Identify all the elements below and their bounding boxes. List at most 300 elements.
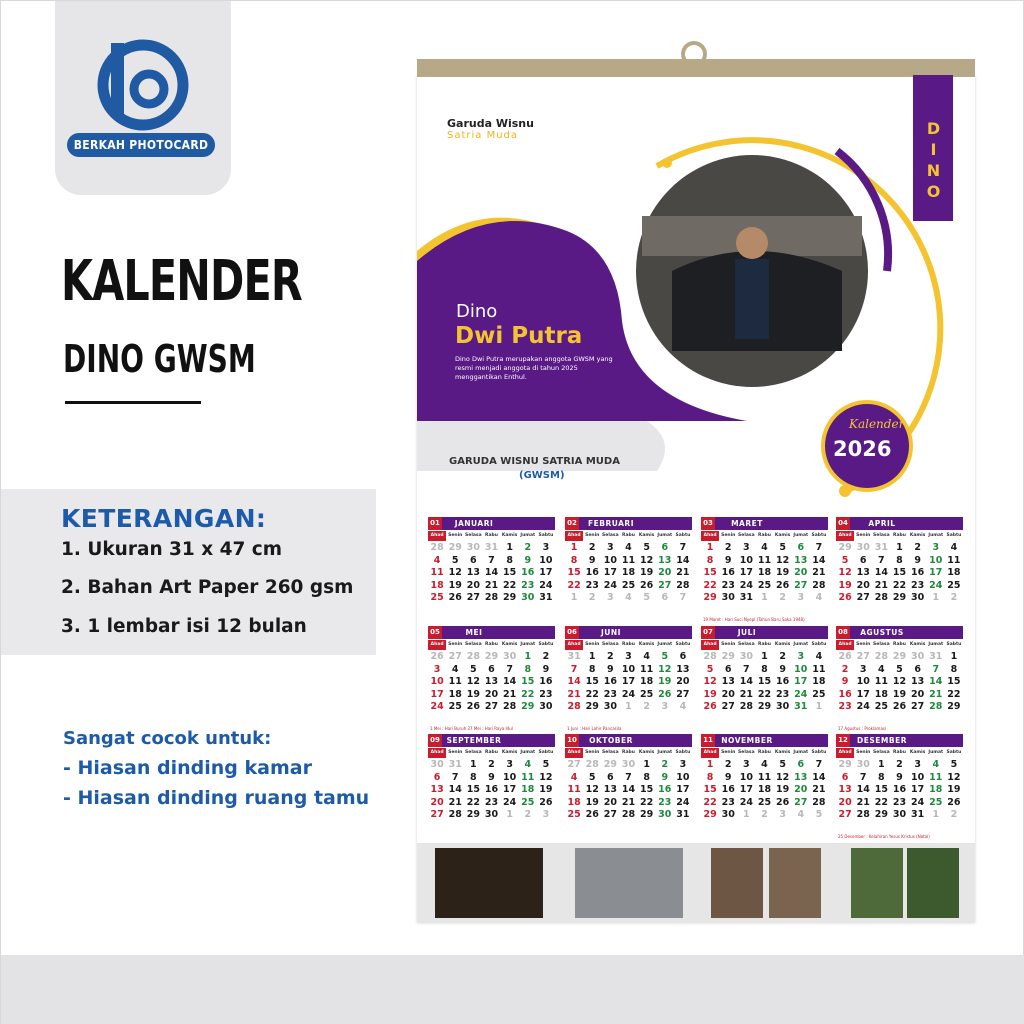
day-cell: 12 — [838, 567, 852, 578]
hero-first-name: Dino — [456, 301, 498, 322]
day-cell: 9 — [661, 771, 669, 783]
day-cell: 13 — [658, 554, 672, 566]
day-cell: 1 — [950, 651, 958, 662]
weekday-label: Rabu — [893, 533, 906, 538]
month-april — [836, 517, 963, 621]
month-februari — [565, 517, 692, 621]
day-cell: 8 — [643, 771, 650, 783]
day-grid — [836, 759, 963, 822]
day-cell: 4 — [815, 651, 823, 662]
weekday-header — [701, 640, 828, 650]
day-cell: 24 — [539, 579, 553, 591]
day-cell: 16 — [776, 676, 790, 687]
weekday-label: Selasa — [738, 750, 755, 755]
day-cell: 29 — [703, 809, 717, 820]
day-cell: 2 — [779, 651, 786, 662]
day-cell: 27 — [466, 592, 480, 603]
day-cell: 7 — [488, 554, 495, 566]
weekday-label: Jumat — [520, 533, 536, 538]
day-cell: 1 — [588, 651, 596, 662]
day-cell: 28 — [466, 651, 480, 662]
weekday-label: Rabu — [485, 533, 498, 538]
day-cell: 28 — [676, 579, 690, 591]
day-grid — [565, 542, 692, 605]
day-cell: 16 — [658, 784, 672, 795]
day-cell: 26 — [776, 579, 790, 591]
weekday-label: Ahad — [565, 748, 583, 758]
suitable-heading: Sangat cocok untuk: — [63, 728, 272, 749]
day-cell: 15 — [892, 567, 907, 578]
day-cell: 15 — [521, 676, 535, 687]
day-cell: 29 — [757, 701, 772, 712]
day-cell: 11 — [874, 676, 888, 687]
day-cell: 20 — [721, 688, 735, 700]
weekday-label: Ahad — [565, 531, 583, 541]
day-cell: 7 — [625, 771, 632, 783]
hero-description: Dino Dwi Putra merupakan anggota GWSM yang resmi menjadi anggota di tahun 2025 menggantikan Enthul. — [455, 355, 613, 381]
day-cell: 28 — [503, 701, 517, 712]
day-cell: 21 — [929, 688, 943, 700]
day-cell: 2 — [761, 809, 768, 820]
month-name: APRIL — [868, 519, 896, 528]
month-header — [701, 734, 828, 747]
day-cell: 12 — [703, 676, 717, 687]
weekday-label: Kamis — [638, 533, 655, 538]
day-cell: 8 — [524, 663, 532, 675]
weekday-label: Selasa — [465, 533, 482, 538]
notes-heading: KETERANGAN: — [61, 504, 267, 533]
weekday-label: Jumat — [657, 750, 673, 755]
day-cell: 1 — [815, 701, 823, 712]
weekday-label: Senin — [721, 533, 736, 538]
day-cell: 27 — [856, 592, 870, 603]
day-cell: 29 — [892, 651, 907, 662]
day-grid — [428, 759, 555, 822]
day-cell: 19 — [776, 567, 790, 578]
day-cell: 24 — [739, 796, 753, 808]
month-name: NOVEMBER — [721, 736, 773, 745]
day-cell: 14 — [856, 784, 870, 795]
month-name: DESEMBER — [857, 736, 907, 745]
day-cell: 3 — [679, 759, 687, 770]
day-cell: 30 — [521, 592, 535, 603]
weekday-header — [836, 640, 963, 650]
day-cell: 24 — [430, 701, 444, 712]
day-cell: 6 — [914, 663, 921, 675]
day-cell: 21 — [874, 579, 888, 591]
day-cell: 8 — [470, 771, 477, 783]
day-cell: 1 — [643, 759, 650, 770]
day-cell: 10 — [430, 676, 444, 687]
weekday-label: Ahad — [836, 748, 854, 758]
day-cell: 4 — [932, 759, 940, 770]
day-cell: 20 — [794, 784, 808, 795]
month-desember — [836, 734, 963, 838]
day-cell: 1 — [570, 542, 578, 553]
weekday-header — [565, 531, 692, 541]
day-cell: 11 — [640, 663, 654, 675]
month-header — [701, 626, 828, 639]
day-cell: 16 — [585, 567, 599, 578]
day-cell: 31 — [539, 592, 553, 603]
day-cell: 2 — [524, 809, 532, 820]
weekday-label: Sabtu — [538, 642, 554, 647]
weekday-label: Senin — [721, 642, 736, 647]
day-cell: 11 — [621, 554, 636, 566]
weekday-label: Sabtu — [811, 533, 827, 538]
day-cell: 22 — [466, 796, 480, 808]
day-cell: 4 — [433, 554, 441, 566]
day-cell: 29 — [585, 701, 599, 712]
month-september — [428, 734, 555, 838]
day-cell: 2 — [724, 759, 732, 770]
weekday-label: Jumat — [793, 750, 809, 755]
month-number: 07 — [701, 626, 715, 639]
day-cell: 13 — [721, 676, 735, 687]
day-cell: 1 — [932, 592, 940, 603]
day-cell: 30 — [539, 701, 553, 712]
day-cell: 9 — [914, 554, 921, 566]
day-cell: 18 — [521, 784, 535, 795]
day-cell: 27 — [430, 809, 444, 820]
day-cell: 13 — [484, 676, 499, 687]
month-number: 12 — [836, 734, 850, 747]
day-cell: 12 — [658, 663, 672, 675]
weekday-label: Rabu — [758, 533, 771, 538]
day-cell: 22 — [892, 579, 907, 591]
day-cell: 14 — [874, 567, 888, 578]
note-item: 2. Bahan Art Paper 260 gsm — [61, 577, 354, 598]
day-cell: 26 — [585, 809, 599, 820]
day-cell: 26 — [838, 592, 852, 603]
day-cell: 25 — [947, 579, 961, 591]
day-cell: 1 — [506, 542, 513, 553]
day-cell: 7 — [679, 592, 687, 603]
weekday-label: Sabtu — [538, 750, 554, 755]
day-cell: 3 — [779, 809, 786, 820]
day-cell: 21 — [621, 796, 636, 808]
month-juli — [701, 626, 828, 730]
day-cell: 20 — [466, 579, 480, 591]
weekday-label: Selasa — [873, 750, 890, 755]
weekday-label: Selasa — [602, 750, 619, 755]
day-cell: 26 — [892, 701, 907, 712]
day-cell: 29 — [603, 759, 617, 770]
day-cell: 3 — [797, 592, 805, 603]
day-cell: 12 — [947, 771, 961, 783]
day-cell: 17 — [856, 688, 870, 700]
day-cell: 11 — [947, 554, 961, 566]
day-cell: 11 — [757, 554, 772, 566]
day-cell: 1 — [506, 809, 513, 820]
day-cell: 27 — [856, 651, 870, 662]
day-cell: 26 — [776, 796, 790, 808]
day-cell: 18 — [947, 567, 961, 578]
day-cell: 2 — [841, 663, 849, 675]
day-cell: 20 — [838, 796, 852, 808]
month-agustus — [836, 626, 963, 730]
weekday-header — [701, 748, 828, 758]
weekday-label: Ahad — [701, 640, 719, 650]
note-item: 3. 1 lembar isi 12 bulan — [61, 616, 307, 637]
day-cell: 30 — [658, 809, 672, 820]
day-cell: 11 — [567, 784, 581, 795]
suitable-item: - Hiasan dinding kamar — [63, 757, 312, 779]
day-cell: 1 — [743, 809, 750, 820]
day-cell: 4 — [451, 663, 459, 675]
day-cell: 18 — [621, 567, 636, 578]
day-cell: 5 — [542, 759, 550, 770]
day-cell: 7 — [679, 542, 687, 553]
day-cell: 14 — [503, 676, 517, 687]
month-name: MARET — [731, 519, 763, 528]
day-cell: 1 — [761, 592, 768, 603]
day-cell: 20 — [856, 579, 870, 591]
day-cell: 6 — [679, 651, 687, 662]
weekday-label: Kamis — [638, 642, 655, 647]
day-cell: 8 — [506, 554, 513, 566]
day-cell: 3 — [932, 542, 940, 553]
month-number: 01 — [428, 517, 442, 530]
day-cell: 10 — [676, 771, 690, 783]
day-cell: 27 — [448, 651, 462, 662]
weekday-label: Kamis — [501, 642, 518, 647]
weekday-label: Selasa — [873, 642, 890, 647]
month-header — [836, 626, 963, 639]
day-cell: 28 — [874, 592, 888, 603]
month-number: 11 — [701, 734, 715, 747]
day-cell: 31 — [929, 651, 943, 662]
day-cell: 9 — [779, 663, 786, 675]
day-cell: 13 — [838, 784, 852, 795]
day-cell: 28 — [703, 651, 717, 662]
month-name: JANUARI — [454, 519, 494, 528]
day-cell: 11 — [430, 567, 444, 578]
day-cell: 3 — [859, 663, 867, 675]
day-cell: 13 — [676, 663, 690, 675]
day-cell: 13 — [794, 554, 808, 566]
day-cell: 20 — [484, 688, 499, 700]
weekday-label: Jumat — [793, 642, 809, 647]
day-cell: 31 — [676, 809, 690, 820]
holiday-note: 17 Agustus : Proklamasi — [838, 726, 887, 731]
day-cell: 19 — [658, 676, 672, 687]
day-cell: 16 — [539, 676, 553, 687]
day-cell: 18 — [757, 567, 772, 578]
day-cell: 31 — [567, 651, 581, 662]
day-cell: 18 — [430, 579, 444, 591]
day-cell: 24 — [676, 796, 690, 808]
day-cell: 1 — [878, 759, 885, 770]
day-cell: 13 — [603, 784, 617, 795]
weekday-label: Sabtu — [946, 533, 962, 538]
holiday-note: 1 Juni : Hari Lahir Pancasila — [567, 726, 622, 731]
day-cell: 28 — [874, 651, 888, 662]
day-cell: 19 — [640, 567, 654, 578]
day-cell: 8 — [761, 663, 768, 675]
day-cell: 13 — [794, 771, 808, 783]
day-cell: 12 — [448, 567, 462, 578]
day-cell: 12 — [776, 771, 790, 783]
day-cell: 9 — [524, 554, 532, 566]
weekday-header — [701, 531, 828, 541]
weekday-label: Sabtu — [538, 533, 554, 538]
bottom-band — [1, 955, 1024, 1024]
month-header — [565, 626, 692, 639]
month-number: 10 — [565, 734, 579, 747]
month-header — [565, 734, 692, 747]
day-cell: 1 — [570, 592, 578, 603]
day-cell: 27 — [676, 688, 690, 700]
month-juni — [565, 626, 692, 730]
day-cell: 7 — [743, 663, 750, 675]
weekday-label: Sabtu — [811, 642, 827, 647]
day-cell: 29 — [640, 809, 654, 820]
day-cell: 27 — [721, 701, 735, 712]
weekday-label: Selasa — [738, 533, 755, 538]
day-cell: 22 — [874, 796, 888, 808]
day-cell: 5 — [588, 771, 596, 783]
day-cell: 11 — [757, 771, 772, 783]
day-cell: 25 — [640, 688, 654, 700]
day-cell: 1 — [706, 542, 714, 553]
weekday-header — [836, 531, 963, 541]
day-cell: 4 — [797, 809, 805, 820]
day-cell: 12 — [892, 676, 907, 687]
day-cell: 19 — [448, 579, 462, 591]
day-cell: 30 — [430, 759, 444, 770]
day-cell: 10 — [739, 771, 753, 783]
day-cell: 28 — [430, 542, 444, 553]
poster-brand-line2: Satria Muda — [447, 130, 519, 141]
day-cell: 15 — [757, 676, 772, 687]
day-cell: 9 — [542, 663, 550, 675]
day-cell: 8 — [588, 663, 596, 675]
weekday-label: Senin — [448, 642, 463, 647]
day-cell: 21 — [812, 784, 826, 795]
day-cell: 24 — [621, 688, 636, 700]
day-cell: 16 — [838, 688, 852, 700]
day-cell: 10 — [911, 771, 925, 783]
day-cell: 21 — [448, 796, 462, 808]
day-cell: 4 — [643, 651, 650, 662]
month-name: JULI — [737, 628, 757, 637]
day-cell: 2 — [588, 542, 596, 553]
vertical-name-letters: DINO — [924, 119, 943, 203]
day-cell: 18 — [812, 676, 826, 687]
weekday-label: Sabtu — [675, 642, 691, 647]
month-header — [701, 517, 828, 530]
day-cell: 10 — [503, 771, 517, 783]
day-cell: 14 — [567, 676, 581, 687]
day-cell: 14 — [812, 554, 826, 566]
month-maret — [701, 517, 828, 621]
day-cell: 29 — [703, 592, 717, 603]
weekday-label: Rabu — [893, 642, 906, 647]
day-cell: 18 — [874, 688, 888, 700]
day-cell: 16 — [892, 784, 907, 795]
holiday-note: 1 Mei : Hari Buruh 27 Mei : Hari Raya Idul — [430, 726, 513, 731]
weekday-label: Kamis — [774, 750, 791, 755]
day-cell: 28 — [929, 701, 943, 712]
day-cell: 3 — [506, 759, 513, 770]
day-grid — [428, 651, 555, 714]
day-cell: 25 — [448, 701, 462, 712]
weekday-label: Selasa — [873, 533, 890, 538]
day-cell: 1 — [470, 759, 477, 770]
weekday-label: Selasa — [602, 533, 619, 538]
month-number: 03 — [701, 517, 715, 530]
day-grid — [565, 651, 692, 714]
month-name: AGUSTUS — [860, 628, 904, 637]
day-cell: 8 — [896, 554, 903, 566]
suitable-item: - Hiasan dinding ruang tamu — [63, 787, 370, 809]
day-cell: 16 — [721, 784, 735, 795]
day-cell: 18 — [757, 784, 772, 795]
day-cell: 18 — [640, 676, 654, 687]
weekday-header — [836, 748, 963, 758]
day-cell: 2 — [542, 651, 550, 662]
day-cell: 7 — [932, 663, 940, 675]
day-cell: 19 — [585, 796, 599, 808]
day-cell: 5 — [643, 542, 650, 553]
day-cell: 8 — [878, 771, 885, 783]
day-cell: 30 — [911, 651, 925, 662]
badge-year: 2026 — [833, 437, 892, 461]
day-cell: 30 — [856, 542, 870, 553]
day-cell: 26 — [430, 651, 444, 662]
day-cell: 30 — [603, 701, 617, 712]
day-cell: 30 — [892, 809, 907, 820]
day-cell: 11 — [521, 771, 535, 783]
day-cell: 2 — [607, 651, 614, 662]
day-cell: 1 — [932, 809, 940, 820]
day-cell: 12 — [776, 554, 790, 566]
day-cell: 28 — [621, 809, 636, 820]
weekday-label: Rabu — [622, 750, 635, 755]
day-cell: 20 — [676, 676, 690, 687]
note-item: 1. Ukuran 31 x 47 cm — [61, 539, 283, 560]
weekday-label: Kamis — [774, 642, 791, 647]
day-cell: 3 — [743, 542, 750, 553]
month-number: 04 — [836, 517, 850, 530]
day-cell: 17 — [676, 784, 690, 795]
day-cell: 4 — [950, 542, 958, 553]
day-cell: 26 — [838, 651, 852, 662]
day-cell: 31 — [874, 542, 888, 553]
day-cell: 5 — [896, 663, 903, 675]
day-cell: 28 — [856, 809, 870, 820]
day-cell: 9 — [841, 676, 849, 687]
weekday-label: Senin — [448, 533, 463, 538]
day-cell: 29 — [721, 651, 735, 662]
day-cell: 26 — [448, 592, 462, 603]
day-cell: 31 — [911, 809, 925, 820]
day-cell: 2 — [488, 759, 495, 770]
day-cell: 21 — [484, 579, 499, 591]
day-cell: 31 — [794, 701, 808, 712]
day-cell: 23 — [721, 579, 735, 591]
month-november — [701, 734, 828, 838]
day-cell: 17 — [621, 676, 636, 687]
day-cell: 3 — [607, 542, 614, 553]
weekday-label: Sabtu — [675, 750, 691, 755]
group-full-name: GARUDA WISNU SATRIA MUDA — [449, 456, 620, 467]
day-cell: 13 — [466, 567, 480, 578]
month-name: FEBRUARI — [588, 519, 634, 528]
day-cell: 15 — [503, 567, 517, 578]
day-cell: 2 — [524, 542, 532, 553]
